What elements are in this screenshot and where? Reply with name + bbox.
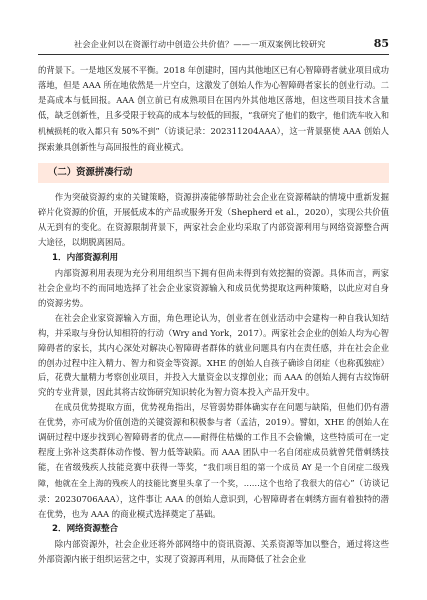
- paragraph-network-intro: 除内部资源外，社会企业还将外部网络中的资讯资源、关系资源等加以整合，通过将这些外部资源内嵌于组织运营之中，实现了资源再利用，从而降低了社会企业: [38, 539, 389, 565]
- interview-quote: “我们项目组的第一个成员 AY 是一个自闭症二级残障，他就在全上海的残疾人的技能比赛里头拿了一个奖，……这个也给了我很大的信心”: [38, 462, 390, 488]
- article-body: [38, 63, 389, 567]
- paragraph-background: 的背景下。一是地区发展不平衡。2018 年创建时，国内其他地区已有心智障碍者就业项目成功落地，但是 AAA 所在地依然是一片空白，这激发了创始人作为心智障碍者家长的创业行动。二是高成本与低回报。AAA 创立前已有成熟项目在国内外其他地区落地，但这些项目技术含量低，缺乏创新性，且多受限于较高的成本与较低的回报，“我研究了他们的数字，他们洗车收入和机械损耗的收入都只有 50%不到”（访谈记录：202311204AAA），这一背景驱使 AAA 创始人探索兼具创新性与高回报性的商业模式。: [38, 65, 390, 152]
- page-number: 85: [373, 37, 389, 50]
- section-heading: （二）资源拼凑行动: [38, 163, 389, 183]
- paragraph-entrepreneur-input: 在社会企业家资源输入方面，角色理论认为，创业者在创业活动中会建构一种自我认知结构，并采取与身份认知相符的行动（Wry and York，2017）。两家社会企业的创始人均为心智障碍者的家长，其内心深处对解决心智障碍者群体的就业问题具有内在责任感，并在社会企业的创办过程中注入精力、智力和资金等资源。XHE 的创始人自孩子确诊自闭症（也称孤独症）后，花费大量精力考察创业项目，并投入大量资金以支撑创业；而 AAA 的创始人拥有古纹饰研究的专业背景，因此其将古纹饰研究知识转化为智力资本投入产品开发中。: [38, 312, 389, 398]
- page-header: [38, 38, 389, 55]
- paragraph-bricolage-intro: 作为突破资源约束的关键策略，资源拼凑能够帮助社会企业在资源稀缺的情境中重新发掘碎片化资源的价值，开展低成本的产品或服务开发（Shepherd et al.，2020），实现公共价值从无到有的变化。在资源限制背景下，两家社会企业均采取了内部资源利用与网络资源整合两大途径，以期脱离困局。: [38, 192, 389, 248]
- interview-quote: “我研究了他们的数字，他们洗车收入和机械损耗的收入都只有 50%不到”: [38, 110, 389, 136]
- paragraph-member-strengths: 在成员优势提取方面，优势视角指出，尽管弱势群体确实存在问题与缺陷，但他们仍有潜在优势，亦可成为价值创造的关键资源和积极参与者（孟洁，2019）。譬如，XHE 的创始人在调研过程中逐步找到心智障碍者的优点——耐得住枯燥的工作且不会偷懒，这些特质可在一定程度上弥补这类群体动作慢、智力低等缺陷。而 AAA 团队中一名自闭症成员就曾凭借刺绣技能，在省级残疾人技能竞赛中获得一等奖，“我们项目组的第一个成员 AY 是一个自闭症二级残障，他就在全上海的残疾人的技能比赛里头拿了一个奖，……这个也给了我很大的信心”（访谈记录：20230706AAA），这件事让 AAA 的创始人意识到，心智障碍者在刺绣方面有着独特的潜在优势，也为 AAA 的商业模式选择奠定了基础。: [38, 402, 390, 519]
- subsection-heading-internal: 1．内部资源利用: [52, 253, 119, 264]
- subsection-heading-network: 2．网络资源整合: [52, 524, 119, 535]
- paragraph-internal-intro: 内部资源利用表现为充分利用组织当下拥有但尚未得到有效挖掘的资源。具体而言，两家社会企业均不约而同地选择了社会企业家资源输入和成员优势提取这两种策略，以此应对自身的资源劣势。: [38, 268, 389, 308]
- running-title: 社会企业何以在资源行动中创造公共价值？——一项双案例比较研究: [74, 39, 326, 49]
